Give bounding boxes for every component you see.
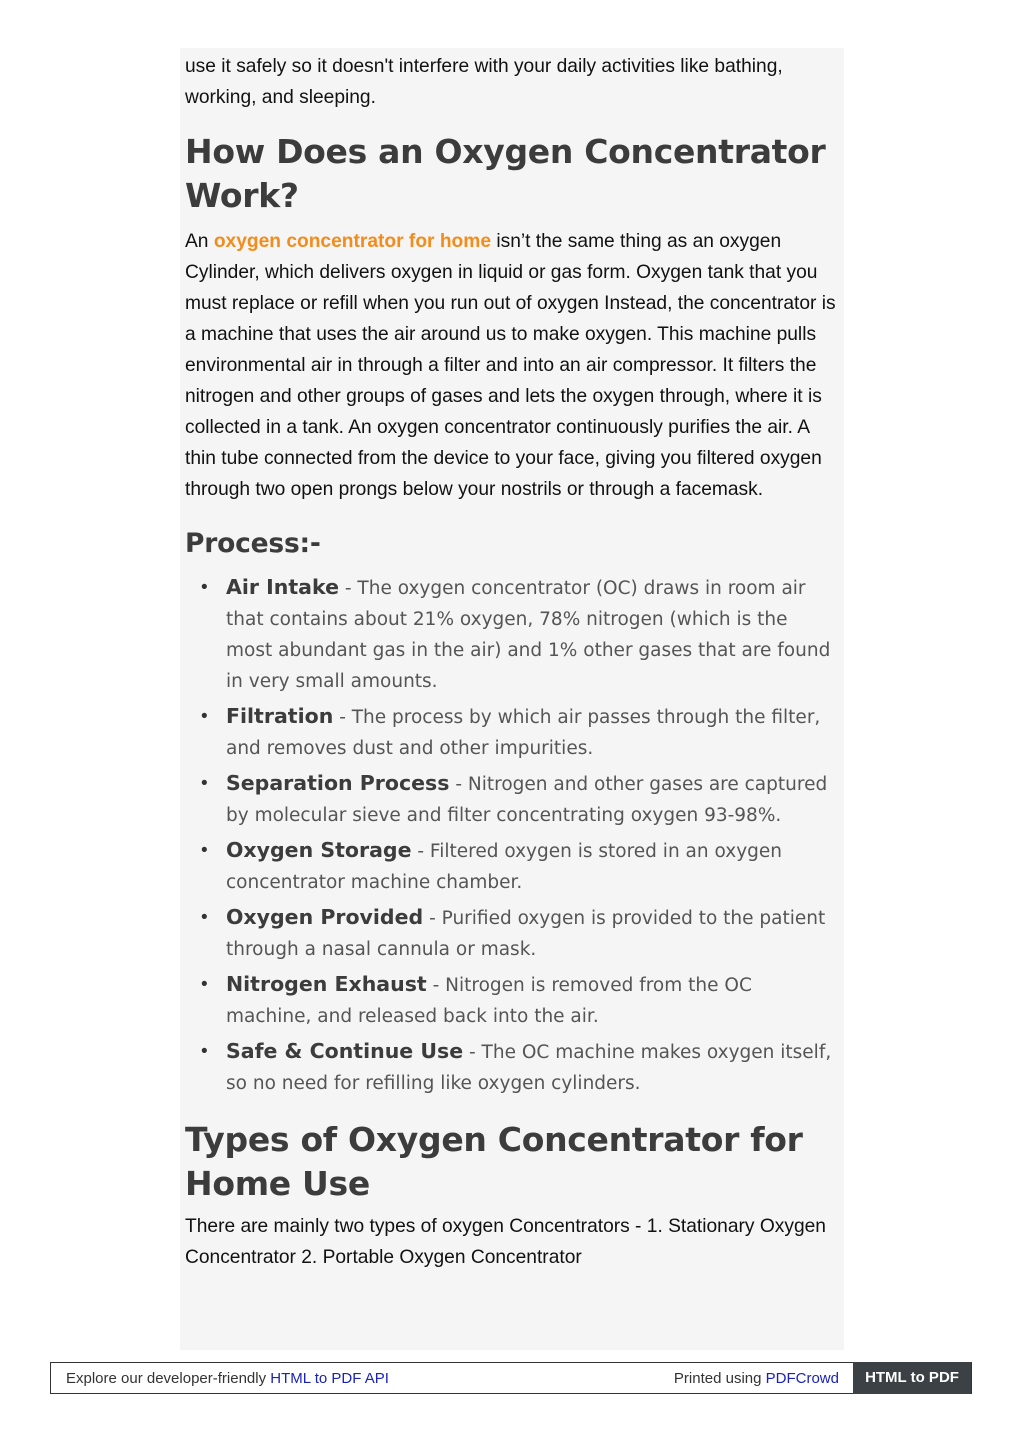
heading-types: Types of Oxygen Concentrator for Home Use <box>185 1120 803 1203</box>
process-item-description: - The process by which air passes through the filter, and removes dust and other impurities. <box>226 707 821 759</box>
bullet-icon: • <box>201 974 208 995</box>
pdfcrowd-link[interactable]: PDFCrowd <box>765 1370 839 1387</box>
how-it-works-paragraph <box>185 226 839 505</box>
bullet-icon: • <box>201 840 208 861</box>
bullet-icon: • <box>201 1041 208 1062</box>
process-item-term: Nitrogen Exhaust <box>226 972 427 996</box>
process-list <box>185 572 839 1099</box>
process-item <box>201 969 839 1032</box>
paragraph-prefix: An <box>185 231 214 252</box>
process-item <box>201 902 839 965</box>
html-to-pdf-button[interactable]: HTML to PDF <box>853 1362 971 1394</box>
process-item-description: - Nitrogen and other gases are captured by molecular sieve and filter concentrating oxygen 93-98%. <box>226 774 828 826</box>
footer-printed-using <box>674 1363 839 1394</box>
oxygen-concentrator-link[interactable]: oxygen concentrator for home <box>213 231 492 252</box>
process-item <box>201 768 839 831</box>
footer-promo-text: Explore our developer-friendly <box>66 1370 271 1387</box>
process-item <box>201 1036 839 1099</box>
article-content <box>180 48 844 1350</box>
process-item-term: Oxygen Provided <box>226 905 424 929</box>
process-item-description: - The oxygen concentrator (OC) draws in room air that contains about 21% oxygen, 78% nitrogen (which is the most abundant gas in the air) and 1% other gases that are found in very small amounts. <box>226 578 831 692</box>
process-item-term: Oxygen Storage <box>226 838 412 862</box>
process-item-term: Filtration <box>226 704 334 728</box>
process-item-description: - Purified oxygen is provided to the patient through a nasal cannula or mask. <box>226 908 826 960</box>
intro-paragraph: use it safely so it doesn't interfere with your daily activities like bathing, working, and sleeping. <box>185 56 783 108</box>
bullet-icon: • <box>201 706 208 727</box>
process-item-description: - The OC machine makes oxygen itself, so no need for refilling like oxygen cylinders. <box>226 1042 832 1094</box>
process-item-term: Safe & Continue Use <box>226 1039 464 1063</box>
footer-printed-text: Printed using <box>673 1370 766 1387</box>
pdf-footer <box>50 1362 972 1394</box>
heading-how-it-works: How Does an Oxygen Concentrator Work? <box>185 132 826 215</box>
paragraph-body: isn’t the same thing as an oxygen Cylinder, which delivers oxygen in liquid or gas form. Oxygen tank that you must replace or refill when you run out of oxygen Instead, the concentrator is a machine that uses the air around us to make oxygen. This machine pulls environmental air in through a filter and into an air compressor. It filters the nitrogen and other groups of gases and lets the oxygen through, where it is collected in a tank. An oxygen concentrator continuously purifies the air. A thin tube connected from the device to your face, giving you filtered oxygen through two open prongs below your nostrils or through a facemask. <box>185 231 836 500</box>
bullet-icon: • <box>201 907 208 928</box>
process-item <box>201 701 839 764</box>
process-item-term: Air Intake <box>226 575 339 599</box>
process-item <box>201 835 839 898</box>
process-item-description: - Filtered oxygen is stored in an oxygen concentrator machine chamber. <box>226 841 782 893</box>
bullet-icon: • <box>201 773 208 794</box>
process-item-description: - Nitrogen is removed from the OC machine, and released back into the air. <box>226 975 752 1027</box>
process-item <box>201 572 839 697</box>
process-item-term: Separation Process <box>226 771 450 795</box>
bullet-icon: • <box>201 577 208 598</box>
footer-promo <box>66 1363 389 1394</box>
html-to-pdf-api-link[interactable]: HTML to PDF API <box>270 1370 389 1387</box>
types-paragraph: There are mainly two types of oxygen Concentrators - 1. Stationary Oxygen Concentrator 2. Portable Oxygen Concentrator <box>185 1216 826 1268</box>
heading-process: Process:- <box>185 528 321 559</box>
